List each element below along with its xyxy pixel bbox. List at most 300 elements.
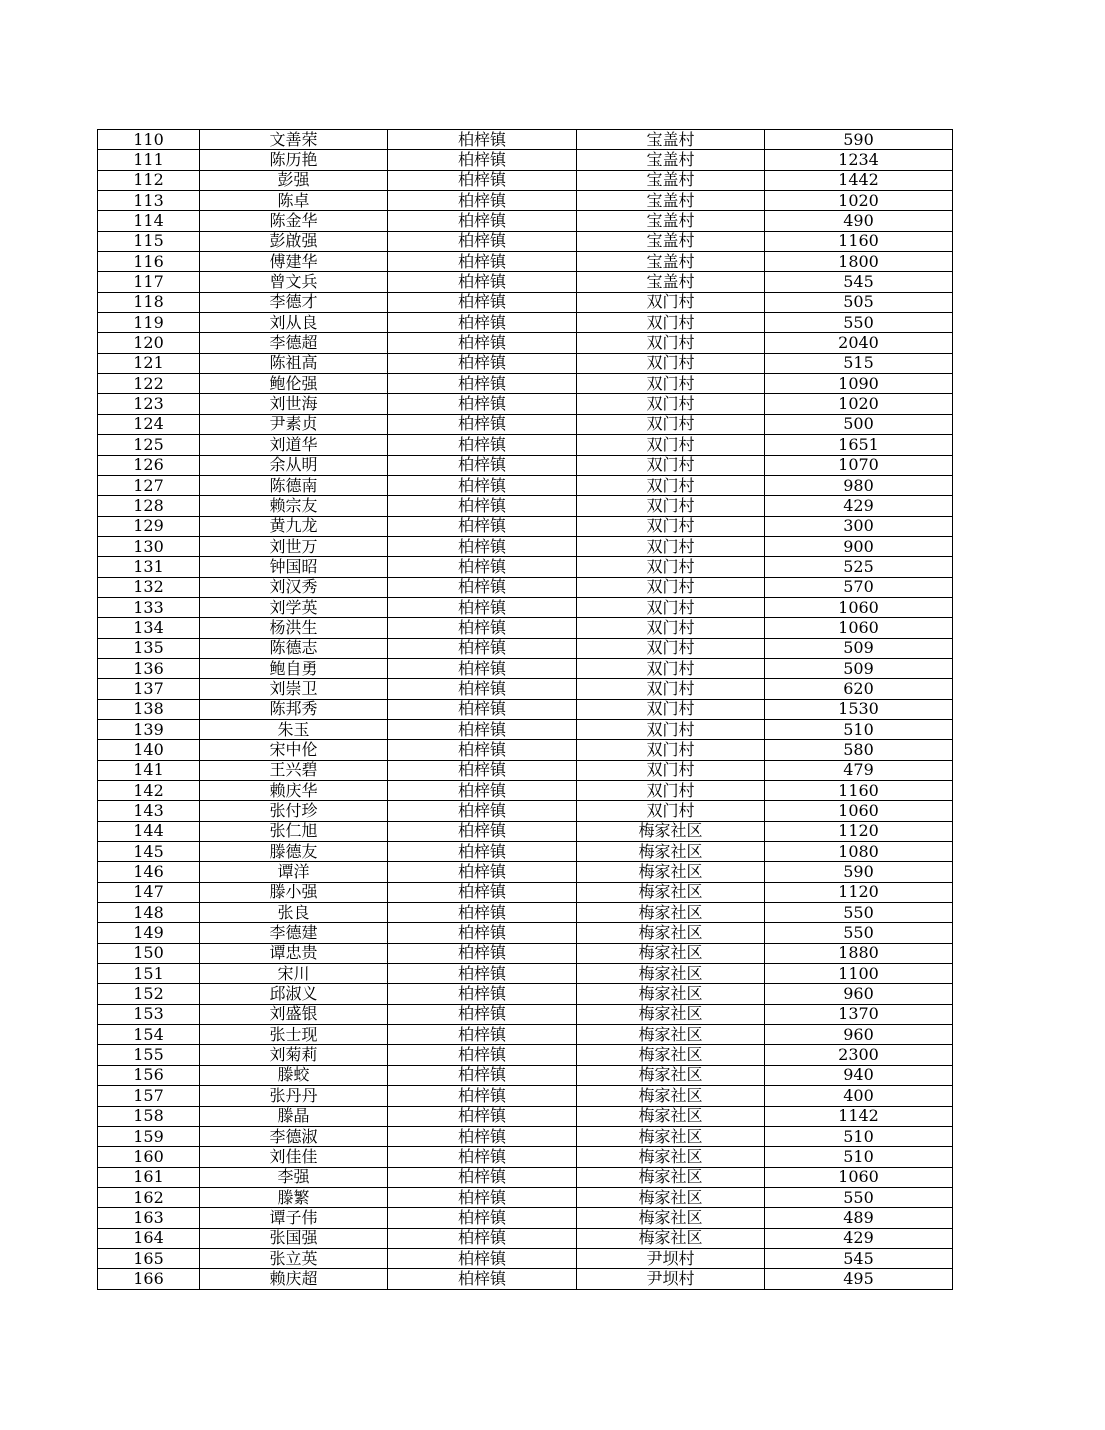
amount-cell: 570: [765, 577, 953, 597]
row-number-cell: 137: [98, 679, 200, 699]
name-cell: 滕小强: [200, 882, 388, 902]
village-cell: 梅家社区: [577, 1126, 765, 1146]
village-cell: 宝盖村: [577, 150, 765, 170]
table-row: [98, 1126, 953, 1146]
town-cell: 柏梓镇: [388, 658, 577, 678]
amount-cell: 1234: [765, 150, 953, 170]
row-number-cell: 112: [98, 170, 200, 190]
name-cell: 张士现: [200, 1025, 388, 1045]
town-cell: 柏梓镇: [388, 333, 577, 353]
table-row: [98, 313, 953, 333]
name-cell: 朱玉: [200, 719, 388, 739]
table-row: [98, 536, 953, 556]
table-row: [98, 516, 953, 536]
name-cell: 陈邦秀: [200, 699, 388, 719]
row-number-cell: 136: [98, 658, 200, 678]
town-cell: 柏梓镇: [388, 801, 577, 821]
town-cell: 柏梓镇: [388, 130, 577, 150]
table-row: [98, 1208, 953, 1228]
village-cell: 梅家社区: [577, 1208, 765, 1228]
village-cell: 双门村: [577, 597, 765, 617]
village-cell: 双门村: [577, 618, 765, 638]
table-row: [98, 1025, 953, 1045]
table-row: [98, 903, 953, 923]
village-cell: 双门村: [577, 435, 765, 455]
table-row: [98, 374, 953, 394]
row-number-cell: 129: [98, 516, 200, 536]
amount-cell: 510: [765, 719, 953, 739]
amount-cell: 1160: [765, 781, 953, 801]
row-number-cell: 130: [98, 536, 200, 556]
name-cell: 谭子伟: [200, 1208, 388, 1228]
row-number-cell: 135: [98, 638, 200, 658]
table-row: [98, 984, 953, 1004]
town-cell: 柏梓镇: [388, 862, 577, 882]
name-cell: 陈历艳: [200, 150, 388, 170]
village-cell: 双门村: [577, 455, 765, 475]
name-cell: 赖宗友: [200, 496, 388, 516]
amount-cell: 1060: [765, 1167, 953, 1187]
row-number-cell: 115: [98, 231, 200, 251]
row-number-cell: 148: [98, 903, 200, 923]
amount-cell: 1530: [765, 699, 953, 719]
table-row: [98, 801, 953, 821]
town-cell: 柏梓镇: [388, 1126, 577, 1146]
village-cell: 双门村: [577, 638, 765, 658]
table-row: [98, 781, 953, 801]
amount-cell: 1142: [765, 1106, 953, 1126]
village-cell: 梅家社区: [577, 821, 765, 841]
row-number-cell: 161: [98, 1167, 200, 1187]
town-cell: 柏梓镇: [388, 821, 577, 841]
town-cell: 柏梓镇: [388, 353, 577, 373]
name-cell: 张丹丹: [200, 1086, 388, 1106]
town-cell: 柏梓镇: [388, 435, 577, 455]
row-number-cell: 132: [98, 577, 200, 597]
village-cell: 梅家社区: [577, 882, 765, 902]
village-cell: 双门村: [577, 313, 765, 333]
name-cell: 赖庆超: [200, 1269, 388, 1289]
amount-cell: 1020: [765, 394, 953, 414]
row-number-cell: 163: [98, 1208, 200, 1228]
table-row: [98, 333, 953, 353]
name-cell: 李德淑: [200, 1126, 388, 1146]
row-number-cell: 158: [98, 1106, 200, 1126]
town-cell: 柏梓镇: [388, 150, 577, 170]
amount-cell: 980: [765, 475, 953, 495]
name-cell: 刘从良: [200, 313, 388, 333]
table-row: [98, 1045, 953, 1065]
name-cell: 谭忠贵: [200, 943, 388, 963]
village-cell: 双门村: [577, 577, 765, 597]
row-number-cell: 133: [98, 597, 200, 617]
name-cell: 张付珍: [200, 801, 388, 821]
amount-cell: 479: [765, 760, 953, 780]
village-cell: 梅家社区: [577, 923, 765, 943]
amount-cell: 510: [765, 1126, 953, 1146]
table-row: [98, 923, 953, 943]
row-number-cell: 120: [98, 333, 200, 353]
row-number-cell: 144: [98, 821, 200, 841]
name-cell: 鲍伦强: [200, 374, 388, 394]
town-cell: 柏梓镇: [388, 964, 577, 984]
row-number-cell: 151: [98, 964, 200, 984]
amount-cell: 510: [765, 1147, 953, 1167]
row-number-cell: 153: [98, 1004, 200, 1024]
amount-cell: 525: [765, 557, 953, 577]
name-cell: 刘世海: [200, 394, 388, 414]
table-row: [98, 842, 953, 862]
town-cell: 柏梓镇: [388, 1208, 577, 1228]
name-cell: 刘盛银: [200, 1004, 388, 1024]
amount-cell: 1651: [765, 435, 953, 455]
village-cell: 双门村: [577, 536, 765, 556]
table-row: [98, 577, 953, 597]
town-cell: 柏梓镇: [388, 394, 577, 414]
amount-cell: 1060: [765, 618, 953, 638]
row-number-cell: 157: [98, 1086, 200, 1106]
village-cell: 双门村: [577, 414, 765, 434]
table-row: [98, 231, 953, 251]
row-number-cell: 156: [98, 1065, 200, 1085]
town-cell: 柏梓镇: [388, 1025, 577, 1045]
village-cell: 宝盖村: [577, 252, 765, 272]
town-cell: 柏梓镇: [388, 1065, 577, 1085]
name-cell: 鲍自勇: [200, 658, 388, 678]
village-cell: 梅家社区: [577, 1045, 765, 1065]
row-number-cell: 134: [98, 618, 200, 638]
town-cell: 柏梓镇: [388, 1147, 577, 1167]
amount-cell: 2300: [765, 1045, 953, 1065]
town-cell: 柏梓镇: [388, 842, 577, 862]
row-number-cell: 118: [98, 292, 200, 312]
row-number-cell: 126: [98, 455, 200, 475]
amount-cell: 2040: [765, 333, 953, 353]
village-cell: 双门村: [577, 719, 765, 739]
table-row: [98, 740, 953, 760]
row-number-cell: 164: [98, 1228, 200, 1248]
name-cell: 王兴碧: [200, 760, 388, 780]
town-cell: 柏梓镇: [388, 252, 577, 272]
village-cell: 宝盖村: [577, 211, 765, 231]
town-cell: 柏梓镇: [388, 577, 577, 597]
town-cell: 柏梓镇: [388, 272, 577, 292]
name-cell: 文善荣: [200, 130, 388, 150]
town-cell: 柏梓镇: [388, 557, 577, 577]
town-cell: 柏梓镇: [388, 292, 577, 312]
town-cell: 柏梓镇: [388, 903, 577, 923]
name-cell: 张国强: [200, 1228, 388, 1248]
table-row: [98, 618, 953, 638]
town-cell: 柏梓镇: [388, 679, 577, 699]
table-row: [98, 1228, 953, 1248]
village-cell: 双门村: [577, 292, 765, 312]
amount-cell: 545: [765, 272, 953, 292]
table-row: [98, 170, 953, 190]
row-number-cell: 139: [98, 719, 200, 739]
town-cell: 柏梓镇: [388, 760, 577, 780]
name-cell: 尹素贞: [200, 414, 388, 434]
village-cell: 梅家社区: [577, 943, 765, 963]
village-cell: 双门村: [577, 374, 765, 394]
row-number-cell: 147: [98, 882, 200, 902]
town-cell: 柏梓镇: [388, 781, 577, 801]
amount-cell: 940: [765, 1065, 953, 1085]
town-cell: 柏梓镇: [388, 882, 577, 902]
name-cell: 余从明: [200, 455, 388, 475]
amount-cell: 300: [765, 516, 953, 536]
row-number-cell: 146: [98, 862, 200, 882]
town-cell: 柏梓镇: [388, 923, 577, 943]
table-row: [98, 252, 953, 272]
village-cell: 双门村: [577, 658, 765, 678]
table-row: [98, 638, 953, 658]
name-cell: 彭强: [200, 170, 388, 190]
village-cell: 梅家社区: [577, 984, 765, 1004]
village-cell: 双门村: [577, 760, 765, 780]
table-row: [98, 130, 953, 150]
row-number-cell: 165: [98, 1248, 200, 1268]
table-row: [98, 964, 953, 984]
village-cell: 梅家社区: [577, 964, 765, 984]
table-row: [98, 1248, 953, 1268]
name-cell: 张仁旭: [200, 821, 388, 841]
village-cell: 尹坝村: [577, 1269, 765, 1289]
amount-cell: 550: [765, 313, 953, 333]
table-row: [98, 150, 953, 170]
table-row: [98, 496, 953, 516]
town-cell: 柏梓镇: [388, 1045, 577, 1065]
name-cell: 谭洋: [200, 862, 388, 882]
row-number-cell: 141: [98, 760, 200, 780]
town-cell: 柏梓镇: [388, 719, 577, 739]
amount-cell: 1100: [765, 964, 953, 984]
name-cell: 陈卓: [200, 191, 388, 211]
amount-cell: 400: [765, 1086, 953, 1106]
amount-cell: 490: [765, 211, 953, 231]
name-cell: 钟国昭: [200, 557, 388, 577]
village-cell: 梅家社区: [577, 862, 765, 882]
row-number-cell: 125: [98, 435, 200, 455]
village-cell: 梅家社区: [577, 1065, 765, 1085]
row-number-cell: 142: [98, 781, 200, 801]
village-cell: 双门村: [577, 516, 765, 536]
name-cell: 赖庆华: [200, 781, 388, 801]
table-row: [98, 1106, 953, 1126]
table-row: [98, 862, 953, 882]
table-row: [98, 475, 953, 495]
table-row: [98, 760, 953, 780]
town-cell: 柏梓镇: [388, 414, 577, 434]
amount-cell: 550: [765, 923, 953, 943]
table-row: [98, 191, 953, 211]
table-row: [98, 597, 953, 617]
amount-cell: 545: [765, 1248, 953, 1268]
table-row: [98, 435, 953, 455]
village-cell: 双门村: [577, 740, 765, 760]
row-number-cell: 155: [98, 1045, 200, 1065]
village-cell: 双门村: [577, 781, 765, 801]
table-row: [98, 943, 953, 963]
town-cell: 柏梓镇: [388, 699, 577, 719]
name-cell: 李德超: [200, 333, 388, 353]
amount-cell: 1020: [765, 191, 953, 211]
village-cell: 双门村: [577, 475, 765, 495]
table-row: [98, 414, 953, 434]
town-cell: 柏梓镇: [388, 231, 577, 251]
name-cell: 黄九龙: [200, 516, 388, 536]
row-number-cell: 154: [98, 1025, 200, 1045]
row-number-cell: 138: [98, 699, 200, 719]
village-cell: 宝盖村: [577, 170, 765, 190]
village-cell: 梅家社区: [577, 1167, 765, 1187]
town-cell: 柏梓镇: [388, 1086, 577, 1106]
town-cell: 柏梓镇: [388, 943, 577, 963]
name-cell: 刘学英: [200, 597, 388, 617]
name-cell: 滕德友: [200, 842, 388, 862]
table-row: [98, 394, 953, 414]
row-number-cell: 114: [98, 211, 200, 231]
row-number-cell: 140: [98, 740, 200, 760]
amount-cell: 1060: [765, 597, 953, 617]
row-number-cell: 110: [98, 130, 200, 150]
amount-cell: 1070: [765, 455, 953, 475]
village-cell: 宝盖村: [577, 130, 765, 150]
table-row: [98, 455, 953, 475]
amount-cell: 489: [765, 1208, 953, 1228]
village-cell: 梅家社区: [577, 1147, 765, 1167]
amount-cell: 590: [765, 130, 953, 150]
name-cell: 宋川: [200, 964, 388, 984]
table-row: [98, 353, 953, 373]
town-cell: 柏梓镇: [388, 496, 577, 516]
amount-cell: 620: [765, 679, 953, 699]
town-cell: 柏梓镇: [388, 638, 577, 658]
village-cell: 双门村: [577, 699, 765, 719]
table-row: [98, 882, 953, 902]
row-number-cell: 117: [98, 272, 200, 292]
name-cell: 彭啟强: [200, 231, 388, 251]
amount-cell: 960: [765, 984, 953, 1004]
amount-cell: 429: [765, 1228, 953, 1248]
town-cell: 柏梓镇: [388, 374, 577, 394]
table-row: [98, 719, 953, 739]
town-cell: 柏梓镇: [388, 1248, 577, 1268]
data-table: [97, 129, 953, 1290]
village-cell: 梅家社区: [577, 1086, 765, 1106]
table-row: [98, 821, 953, 841]
name-cell: 滕晶: [200, 1106, 388, 1126]
name-cell: 张良: [200, 903, 388, 923]
village-cell: 双门村: [577, 557, 765, 577]
village-cell: 双门村: [577, 353, 765, 373]
row-number-cell: 111: [98, 150, 200, 170]
name-cell: 傅建华: [200, 252, 388, 272]
name-cell: 邱淑义: [200, 984, 388, 1004]
row-number-cell: 123: [98, 394, 200, 414]
row-number-cell: 145: [98, 842, 200, 862]
row-number-cell: 122: [98, 374, 200, 394]
town-cell: 柏梓镇: [388, 1004, 577, 1024]
table-row: [98, 1086, 953, 1106]
town-cell: 柏梓镇: [388, 536, 577, 556]
amount-cell: 509: [765, 658, 953, 678]
row-number-cell: 150: [98, 943, 200, 963]
town-cell: 柏梓镇: [388, 455, 577, 475]
town-cell: 柏梓镇: [388, 618, 577, 638]
village-cell: 双门村: [577, 496, 765, 516]
row-number-cell: 121: [98, 353, 200, 373]
row-number-cell: 160: [98, 1147, 200, 1167]
town-cell: 柏梓镇: [388, 313, 577, 333]
amount-cell: 1120: [765, 882, 953, 902]
town-cell: 柏梓镇: [388, 1187, 577, 1207]
village-cell: 梅家社区: [577, 1004, 765, 1024]
table-row: [98, 292, 953, 312]
town-cell: 柏梓镇: [388, 1106, 577, 1126]
row-number-cell: 124: [98, 414, 200, 434]
table-row: [98, 272, 953, 292]
name-cell: 杨洪生: [200, 618, 388, 638]
village-cell: 双门村: [577, 394, 765, 414]
town-cell: 柏梓镇: [388, 1167, 577, 1187]
row-number-cell: 113: [98, 191, 200, 211]
row-number-cell: 149: [98, 923, 200, 943]
village-cell: 宝盖村: [577, 231, 765, 251]
row-number-cell: 116: [98, 252, 200, 272]
village-cell: 梅家社区: [577, 1228, 765, 1248]
amount-cell: 580: [765, 740, 953, 760]
amount-cell: 900: [765, 536, 953, 556]
name-cell: 陈祖高: [200, 353, 388, 373]
amount-cell: 960: [765, 1025, 953, 1045]
row-number-cell: 119: [98, 313, 200, 333]
name-cell: 李德才: [200, 292, 388, 312]
amount-cell: 1060: [765, 801, 953, 821]
row-number-cell: 127: [98, 475, 200, 495]
table-row: [98, 211, 953, 231]
name-cell: 陈金华: [200, 211, 388, 231]
village-cell: 双门村: [577, 333, 765, 353]
name-cell: 刘佳佳: [200, 1147, 388, 1167]
table-row: [98, 699, 953, 719]
name-cell: 刘菊莉: [200, 1045, 388, 1065]
village-cell: 梅家社区: [577, 842, 765, 862]
town-cell: 柏梓镇: [388, 1269, 577, 1289]
town-cell: 柏梓镇: [388, 170, 577, 190]
village-cell: 宝盖村: [577, 272, 765, 292]
amount-cell: 1160: [765, 231, 953, 251]
village-cell: 梅家社区: [577, 1106, 765, 1126]
row-number-cell: 128: [98, 496, 200, 516]
table-row: [98, 1004, 953, 1024]
table-row: [98, 1269, 953, 1289]
amount-cell: 495: [765, 1269, 953, 1289]
village-cell: 梅家社区: [577, 1187, 765, 1207]
amount-cell: 1080: [765, 842, 953, 862]
table-row: [98, 557, 953, 577]
town-cell: 柏梓镇: [388, 475, 577, 495]
village-cell: 双门村: [577, 679, 765, 699]
amount-cell: 1090: [765, 374, 953, 394]
row-number-cell: 162: [98, 1187, 200, 1207]
name-cell: 曾文兵: [200, 272, 388, 292]
name-cell: 张立英: [200, 1248, 388, 1268]
name-cell: 刘汉秀: [200, 577, 388, 597]
village-cell: 梅家社区: [577, 903, 765, 923]
town-cell: 柏梓镇: [388, 597, 577, 617]
amount-cell: 429: [765, 496, 953, 516]
